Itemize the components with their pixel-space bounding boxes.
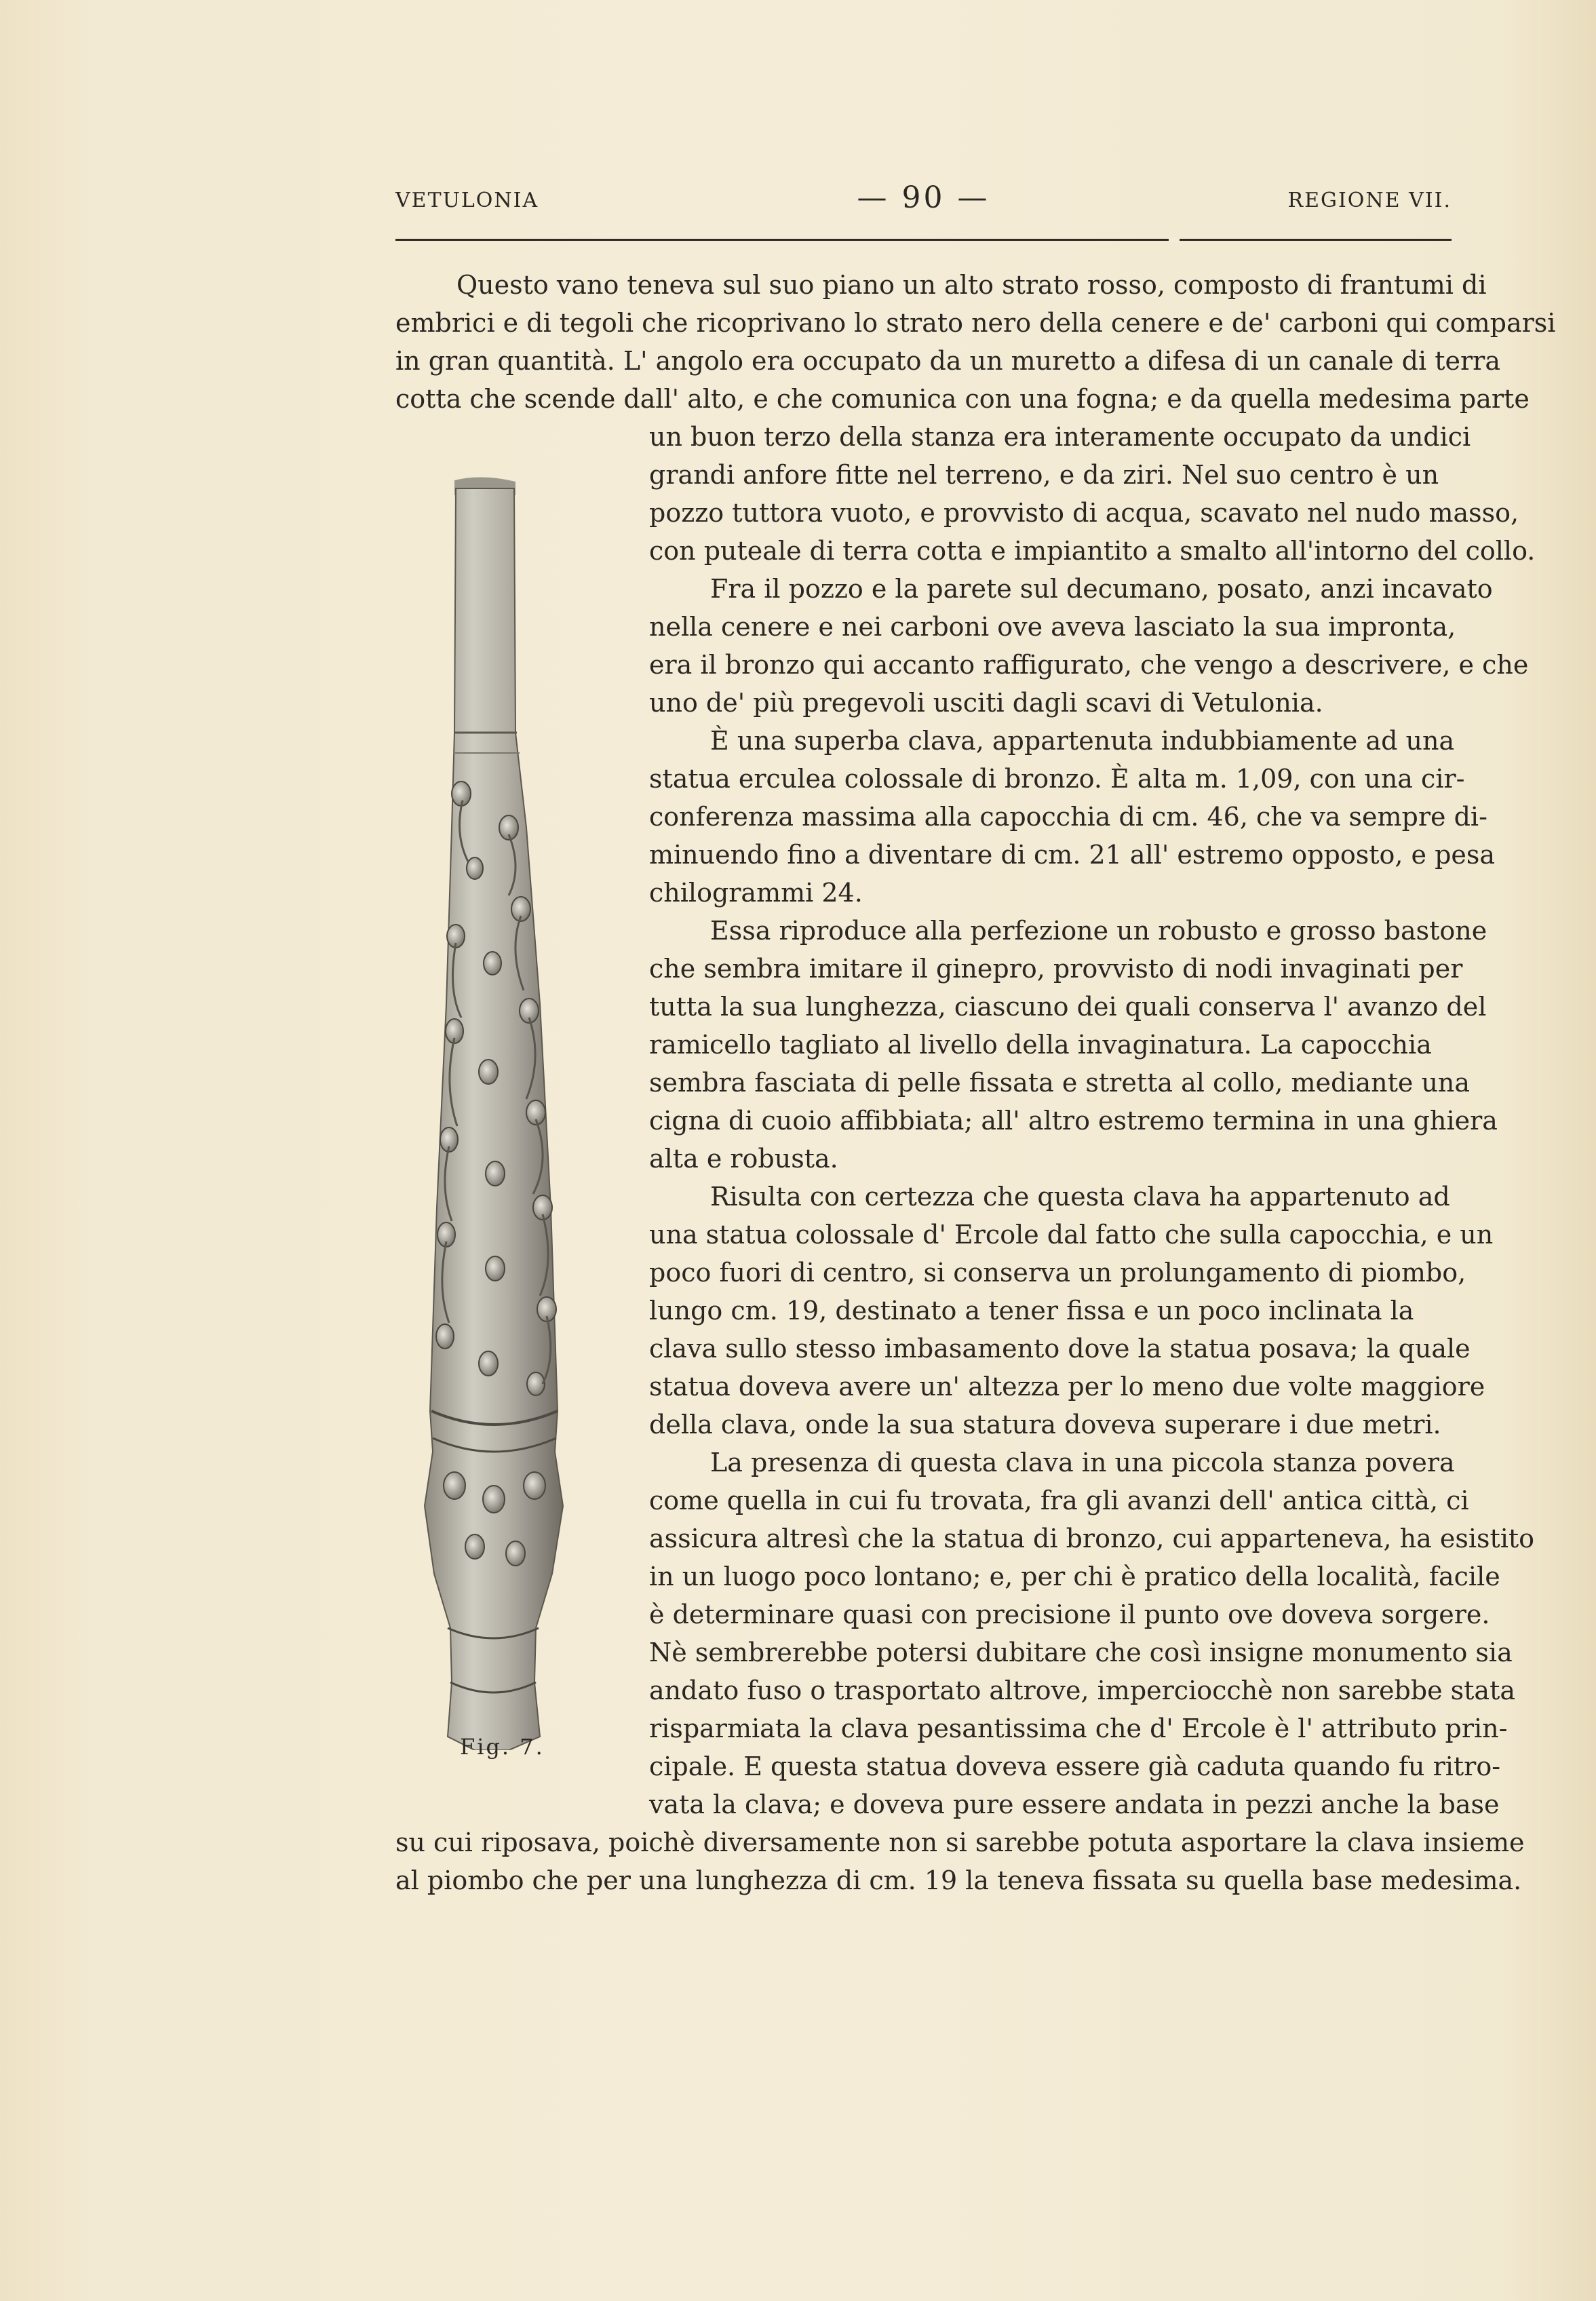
- text-line: era il bronzo qui accanto raffigurato, che vengo a descrivere, e che: [649, 650, 1529, 680]
- text-line: con puteale di terra cotta e impiantito a smalto all'intorno del collo.: [649, 536, 1536, 566]
- paragraph-6-full: [395, 1823, 1525, 1899]
- text-line: sembra fasciata di pelle fissata e stretta al collo, mediante una: [649, 1068, 1471, 1098]
- running-header: [395, 178, 1452, 218]
- text-line: su cui riposava, poichè diversamente non si sarebbe potuta asportare la clava insieme: [395, 1828, 1525, 1857]
- paragraph-2: [649, 570, 1529, 722]
- paragraph-1-full: [395, 266, 1487, 304]
- text-line: cotta che scende dall' alto, e che comunica con una fogna; e da quella medesima parte: [395, 384, 1530, 414]
- text-line: minuendo fino a diventare di cm. 21 all' estremo opposto, e pesa: [649, 840, 1496, 870]
- text-line: grandi anfore fitte nel terreno, e da ziri. Nel suo centro è un: [649, 460, 1439, 490]
- text-line: Nè sembrerebbe potersi dubitare che così insigne monumento sia: [649, 1638, 1513, 1667]
- text-line: lungo cm. 19, destinato a tener fissa e un poco inclinata la: [649, 1296, 1414, 1326]
- paragraph-1-line-2: [395, 304, 1556, 342]
- text-line: La presenza di questa clava in una piccola stanza povera: [710, 1448, 1455, 1477]
- text-line: Risulta con certezza che questa clava ha appartenuto ad: [710, 1182, 1450, 1212]
- text-line: assicura altresì che la statua di bronzo, cui apparteneva, ha esistito: [649, 1524, 1535, 1553]
- text-line: che sembra imitare il ginepro, provvisto di nodi invaginati per: [649, 954, 1463, 984]
- text-line: Essa riproduce alla perfezione un robusto e grosso bastone: [710, 916, 1487, 946]
- text-line: Questo vano teneva sul suo piano un alto strato rosso, composto di frantumi di: [456, 270, 1487, 300]
- text-line: poco fuori di centro, si conserva un prolungamento di piombo,: [649, 1258, 1466, 1288]
- paragraph-4: [649, 912, 1498, 1178]
- page-number: — 90 —: [857, 180, 990, 215]
- paragraph-3: [649, 722, 1496, 912]
- text-line: Fra il pozzo e la parete sul decumano, posato, anzi incavato: [710, 574, 1493, 604]
- text-line: vata la clava; e doveva pure essere andata in pezzi anche la base: [649, 1790, 1500, 1819]
- text-line: al piombo che per una lunghezza di cm. 19 la teneva fissata su quella base medesima.: [395, 1865, 1522, 1895]
- text-line: statua erculea colossale di bronzo. È alta m. 1,09, con una cir-: [649, 764, 1465, 794]
- header-region: REGIONE VII.: [1287, 189, 1452, 212]
- text-line: è determinare quasi con precisione il punto ove doveva sorgere.: [649, 1600, 1490, 1629]
- text-line: conferenza massima alla capocchia di cm. 46, che va sempre di-: [649, 802, 1487, 832]
- text-line: tutta la sua lunghezza, ciascuno dei quali conserva l' avanzo del: [649, 992, 1487, 1022]
- text-line: una statua colossale d' Ercole dal fatto che sulla capocchia, e un: [649, 1220, 1494, 1250]
- text-line: È una superba clava, appartenuta indubbiamente ad una: [710, 726, 1455, 756]
- text-line: come quella in cui fu trovata, fra gli avanzi dell' antica città, ci: [649, 1486, 1469, 1515]
- paragraph-5: [649, 1178, 1494, 1444]
- text-line: nella cenere e nei carboni ove aveva lasciato la sua impronta,: [649, 612, 1456, 642]
- paragraph-1-line-3: [395, 342, 1500, 380]
- text-line: ramicello tagliato al livello della invaginatura. La capocchia: [649, 1030, 1432, 1060]
- text-line: della clava, onde la sua statura doveva superare i due metri.: [649, 1410, 1441, 1439]
- text-line: risparmiata la clava pesantissima che d' Ercole è l' attributo prin-: [649, 1714, 1508, 1743]
- header-rule: [395, 239, 1452, 241]
- paragraph-6: [649, 1444, 1535, 1823]
- bronze-club-image: [407, 475, 604, 1750]
- text-line: un buon terzo della stanza era interamente occupato da undici: [649, 422, 1471, 452]
- paragraph-1-line-4: [395, 380, 1530, 418]
- figure-caption: Fig. 7.: [460, 1734, 545, 1760]
- header-title: VETULONIA: [395, 189, 539, 212]
- text-line: statua doveva avere un' altezza per lo meno due volte maggiore: [649, 1372, 1485, 1401]
- club-illustration: [407, 475, 604, 1750]
- text-line: chilogrammi 24.: [649, 878, 863, 908]
- text-line: in un luogo poco lontano; e, per chi è pratico della località, facile: [649, 1562, 1500, 1591]
- text-line: uno de' più pregevoli usciti dagli scavi di Vetulonia.: [649, 688, 1323, 718]
- text-line: andato fuso o trasportato altrove, imperciocchè non sarebbe stata: [649, 1676, 1516, 1705]
- text-line: clava sullo stesso imbasamento dove la statua posava; la quale: [649, 1334, 1471, 1364]
- text-line: in gran quantità. L' angolo era occupato da un muretto a difesa di un canale di terra: [395, 346, 1500, 376]
- text-line: pozzo tuttora vuoto, e provvisto di acqua, scavato nel nudo masso,: [649, 498, 1519, 528]
- paragraph-1-narrow: [649, 418, 1536, 570]
- text-line: cigna di cuoio affibbiata; all' altro estremo termina in una ghiera: [649, 1106, 1498, 1136]
- text-line: embrici e di tegoli che ricoprivano lo strato nero della cenere e de' carboni qui comparsi: [395, 308, 1556, 338]
- text-line: alta e robusta.: [649, 1144, 838, 1174]
- text-line: cipale. E questa statua doveva essere già caduta quando fu ritro-: [649, 1752, 1501, 1781]
